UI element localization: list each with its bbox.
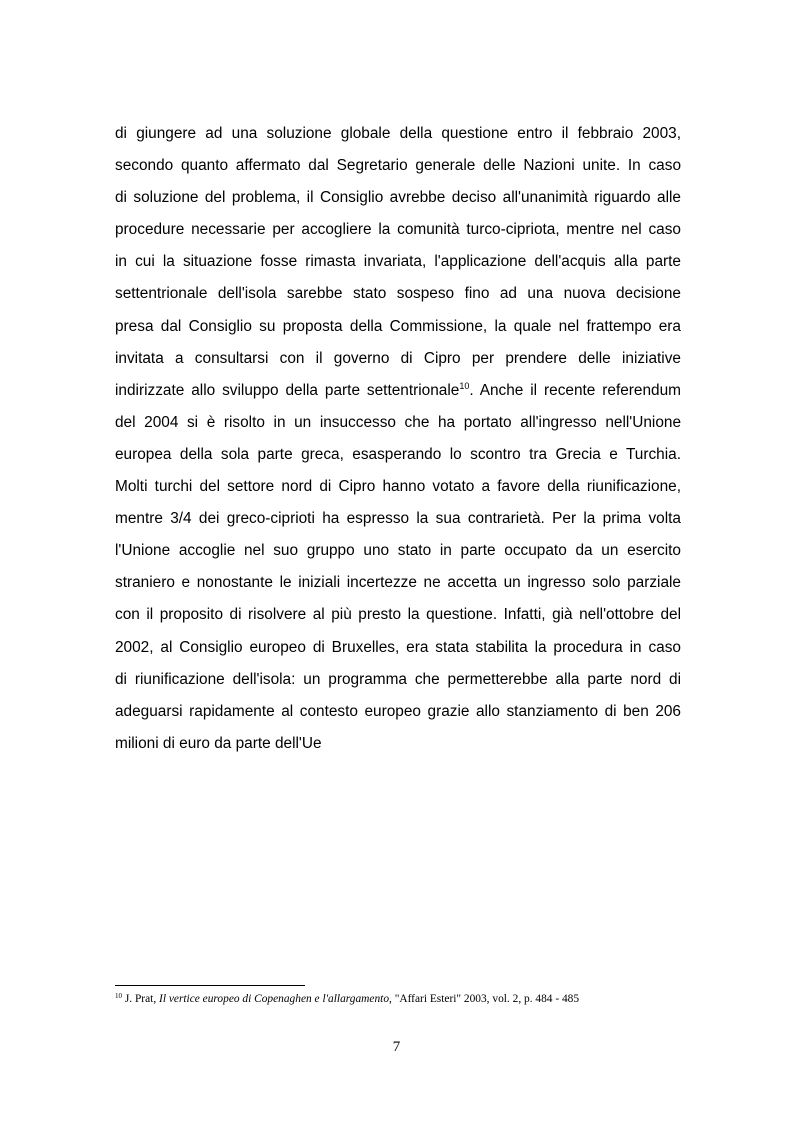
- text-line: Molti turchi del settore nord di Cipro hanno votato a favore della riunificazione,: [115, 478, 681, 496]
- text-line: del 2004 si è risolto in un insuccesso che ha portato all'ingresso nell'Unione: [115, 413, 681, 431]
- footnote-source: , "Affari Esteri" 2003, vol. 2, p. 484 - 485: [389, 993, 580, 1005]
- text-line: milioni di euro da parte dell'Ue: [115, 734, 322, 752]
- text-fragment: . Anche il recente referendum: [469, 381, 681, 399]
- text-line: procedure necessarie per accogliere la comunità turco-cipriota, mentre nel caso: [115, 221, 681, 239]
- text-line: l'Unione accoglie nel suo gruppo uno stato in parte occupato da un esercito: [115, 542, 681, 560]
- text-line: con il proposito di risolvere al più presto la questione. Infatti, già nell'ottobre del: [115, 606, 681, 624]
- footnote-number: 10: [115, 992, 122, 1000]
- text-line: adeguarsi rapidamente al contesto europeo grazie allo stanziamento di ben 206: [115, 702, 681, 720]
- footnote-author: J. Prat,: [122, 993, 160, 1005]
- text-line: mentre 3/4 dei greco-ciprioti ha espresso la sua contrarietà. Per la prima volta: [115, 510, 681, 528]
- text-line: straniero e nonostante le iniziali incertezze ne accetta un ingresso solo parziale: [115, 574, 681, 592]
- text-line: presa dal Consiglio su proposta della Commissione, la quale nel frattempo era: [115, 317, 681, 335]
- text-line: settentrionale dell'isola sarebbe stato sospeso fino ad una nuova decisione: [115, 285, 681, 303]
- text-line: di giungere ad una soluzione globale della questione entro il febbraio 2003,: [115, 125, 681, 142]
- text-line: 2002, al Consiglio europeo di Bruxelles, era stata stabilita la procedura in caso: [115, 638, 681, 656]
- text-line: in cui la situazione fosse rimasta invariata, l'applicazione dell'acquis alla parte: [115, 253, 681, 271]
- text-line: invitata a consultarsi con il governo di Cipro per prendere delle iniziative: [115, 349, 681, 367]
- text-line: di riunificazione dell'isola: un programma che permetterebbe alla parte nord di: [115, 670, 681, 688]
- footnote-title: Il vertice europeo di Copenaghen e l'allargamento: [159, 993, 390, 1005]
- footnote-separator: [115, 985, 305, 986]
- text-fragment: indirizzate allo sviluppo della parte settentrionale: [115, 381, 460, 399]
- text-line: secondo quanto affermato dal Segretario generale delle Nazioni unite. In caso: [115, 157, 681, 175]
- text-line: di soluzione del problema, il Consiglio avrebbe deciso all'unanimità riguardo alle: [115, 189, 681, 207]
- footnote: [115, 991, 715, 1007]
- footnote-reference[interactable]: 10: [459, 380, 470, 391]
- page-number: 7: [392, 1039, 401, 1055]
- text-line-with-footnote: [115, 375, 681, 407]
- body-paragraph: [115, 118, 681, 760]
- text-line: europea della sola parte greca, esasperando lo scontro tra Grecia e Turchia.: [115, 445, 681, 463]
